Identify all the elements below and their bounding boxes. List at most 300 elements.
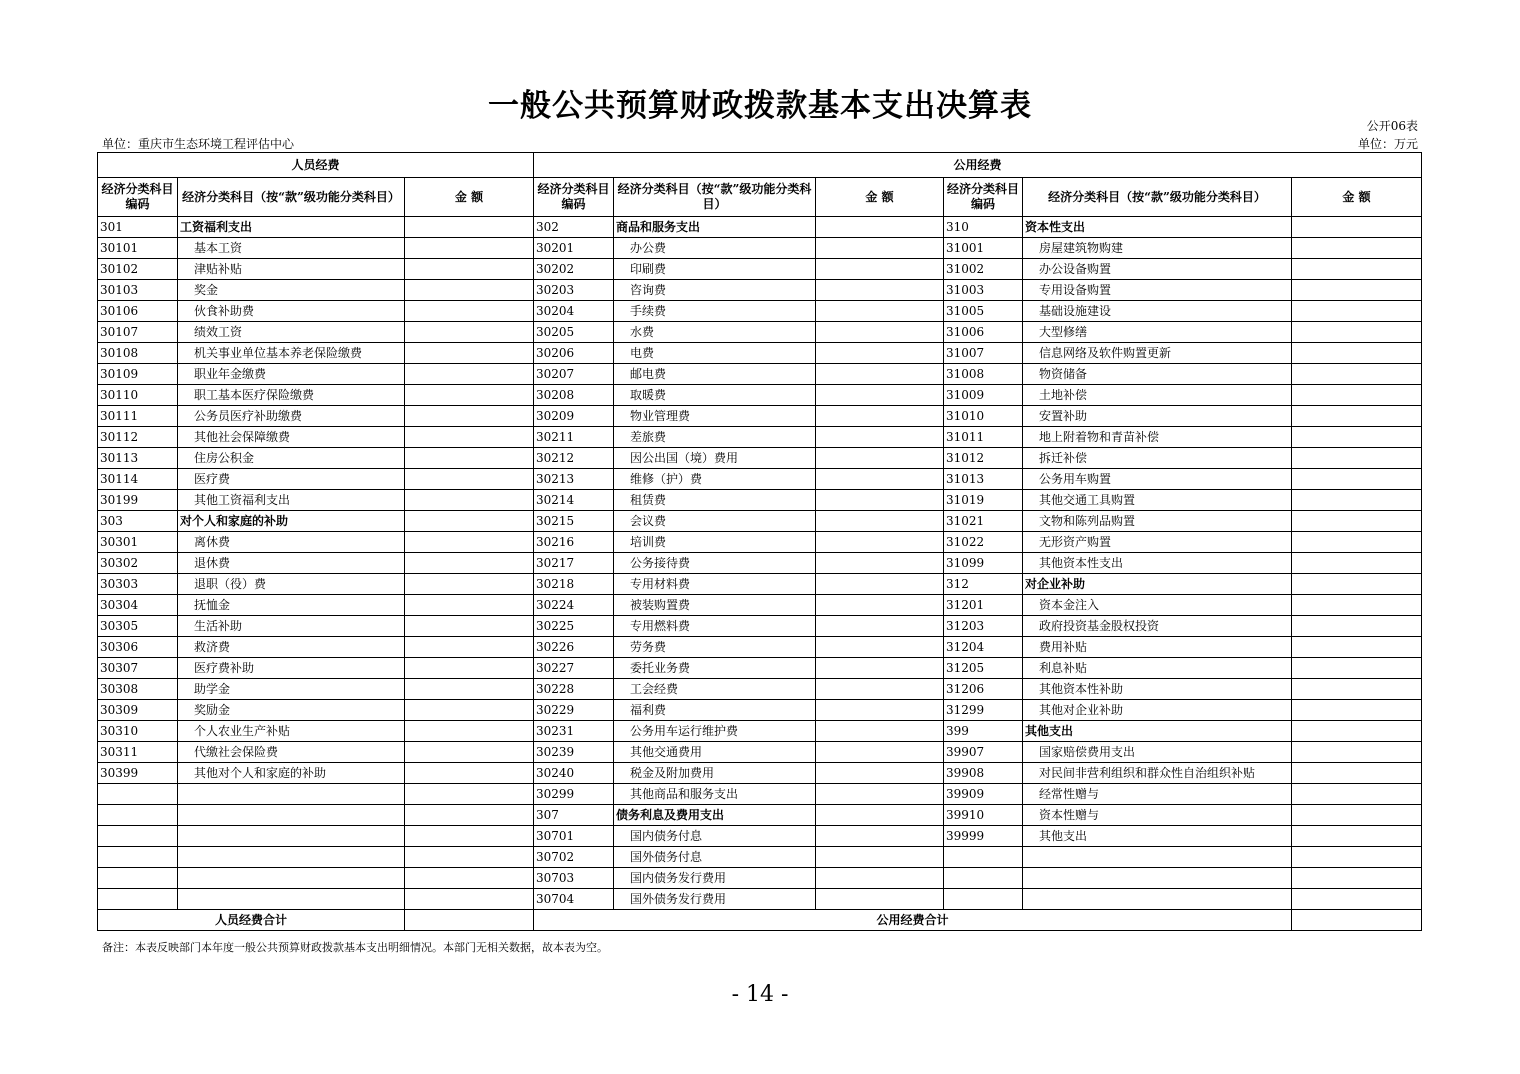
item-name-cell: 商品和服务支出 <box>614 217 816 238</box>
amount-cell <box>405 784 534 805</box>
item-name-cell: 债务利息及费用支出 <box>614 805 816 826</box>
table-row <box>98 532 1422 553</box>
item-name-cell: 利息补贴 <box>1023 658 1292 679</box>
amount-cell <box>1292 700 1422 721</box>
amount-cell <box>816 574 944 595</box>
amount-cell <box>816 889 944 910</box>
amount-cell <box>405 511 534 532</box>
code-cell: 399 <box>944 721 1023 742</box>
amount-cell <box>816 343 944 364</box>
item-name-cell: 其他对个人和家庭的补助 <box>178 763 405 784</box>
code-cell: 30107 <box>98 322 178 343</box>
code-cell: 39908 <box>944 763 1023 784</box>
item-name-cell: 政府投资基金股权投资 <box>1023 616 1292 637</box>
amount-cell <box>405 343 534 364</box>
amount-cell <box>816 721 944 742</box>
expenditure-table <box>97 152 1422 931</box>
item-name-cell: 伙食补助费 <box>178 301 405 322</box>
table-row <box>98 784 1422 805</box>
item-name-cell: 医疗费补助 <box>178 658 405 679</box>
table-row <box>98 658 1422 679</box>
amount-cell <box>1292 889 1422 910</box>
amount-cell <box>816 280 944 301</box>
code-cell: 30306 <box>98 637 178 658</box>
code-cell <box>98 805 178 826</box>
table-row <box>98 868 1422 889</box>
code-cell: 31011 <box>944 427 1023 448</box>
item-name-cell: 资本性赠与 <box>1023 805 1292 826</box>
code-cell: 30701 <box>534 826 614 847</box>
item-name-cell: 安置补助 <box>1023 406 1292 427</box>
amount-cell <box>1292 238 1422 259</box>
code-cell: 31013 <box>944 469 1023 490</box>
amount-cell <box>816 469 944 490</box>
item-name-cell: 工会经费 <box>614 679 816 700</box>
item-name-cell: 公务接待费 <box>614 553 816 574</box>
table-row <box>98 280 1422 301</box>
code-cell: 30310 <box>98 721 178 742</box>
page-number: - 14 - <box>731 982 789 1007</box>
amount-cell <box>816 784 944 805</box>
amount-cell <box>405 826 534 847</box>
amount-cell <box>405 763 534 784</box>
code-cell: 31006 <box>944 322 1023 343</box>
amount-cell <box>816 553 944 574</box>
code-cell: 30209 <box>534 406 614 427</box>
code-cell: 31299 <box>944 700 1023 721</box>
group-header-row <box>98 153 1422 178</box>
code-cell <box>98 826 178 847</box>
amount-cell <box>405 448 534 469</box>
item-name-cell <box>1023 889 1292 910</box>
item-name-cell: 费用补贴 <box>1023 637 1292 658</box>
code-cell: 312 <box>944 574 1023 595</box>
item-name-cell: 其他对企业补助 <box>1023 700 1292 721</box>
item-name-cell: 税金及附加费用 <box>614 763 816 784</box>
header-code: 经济分类科目编码 <box>534 178 614 217</box>
table-row <box>98 322 1422 343</box>
amount-cell <box>405 490 534 511</box>
amount-cell <box>1292 385 1422 406</box>
code-cell: 31007 <box>944 343 1023 364</box>
code-cell: 31019 <box>944 490 1023 511</box>
table-row <box>98 763 1422 784</box>
amount-cell <box>405 805 534 826</box>
code-cell: 30215 <box>534 511 614 532</box>
amount-cell <box>1292 280 1422 301</box>
header-name: 经济分类科目（按“款”级功能分类科目） <box>1023 178 1292 217</box>
amount-cell <box>1292 490 1422 511</box>
amount-cell <box>405 847 534 868</box>
code-cell: 302 <box>534 217 614 238</box>
code-cell: 31099 <box>944 553 1023 574</box>
code-cell: 39909 <box>944 784 1023 805</box>
code-cell: 31204 <box>944 637 1023 658</box>
amount-cell <box>816 532 944 553</box>
code-cell: 39907 <box>944 742 1023 763</box>
code-cell: 30702 <box>534 847 614 868</box>
code-cell: 30111 <box>98 406 178 427</box>
code-cell <box>98 847 178 868</box>
item-name-cell: 被装购置费 <box>614 595 816 616</box>
amount-cell <box>816 238 944 259</box>
code-cell: 30218 <box>534 574 614 595</box>
table-row <box>98 427 1422 448</box>
code-cell: 30113 <box>98 448 178 469</box>
code-cell <box>944 889 1023 910</box>
item-name-cell: 取暖费 <box>614 385 816 406</box>
unit-organization: 单位：重庆市生态环境工程评估中心 <box>102 137 295 151</box>
amount-cell <box>405 301 534 322</box>
code-cell: 30208 <box>534 385 614 406</box>
amount-cell <box>405 385 534 406</box>
item-name-cell: 退休费 <box>178 553 405 574</box>
item-name-cell: 办公设备购置 <box>1023 259 1292 280</box>
item-name-cell <box>178 889 405 910</box>
amount-cell <box>816 511 944 532</box>
amount-cell <box>405 217 534 238</box>
table-row <box>98 595 1422 616</box>
code-cell: 31201 <box>944 595 1023 616</box>
item-name-cell: 租赁费 <box>614 490 816 511</box>
code-cell: 31008 <box>944 364 1023 385</box>
code-cell: 30307 <box>98 658 178 679</box>
item-name-cell: 基础设施建设 <box>1023 301 1292 322</box>
item-name-cell: 其他交通工具购置 <box>1023 490 1292 511</box>
amount-cell <box>816 616 944 637</box>
code-cell: 30216 <box>534 532 614 553</box>
code-cell: 30305 <box>98 616 178 637</box>
amount-cell <box>816 427 944 448</box>
table-row <box>98 805 1422 826</box>
code-cell: 30239 <box>534 742 614 763</box>
amount-cell <box>1292 868 1422 889</box>
code-cell: 30308 <box>98 679 178 700</box>
code-cell: 31001 <box>944 238 1023 259</box>
code-cell: 301 <box>98 217 178 238</box>
code-cell: 30704 <box>534 889 614 910</box>
code-cell: 30299 <box>534 784 614 805</box>
unit-currency: 单位：万元 <box>1357 137 1418 151</box>
item-name-cell: 机关事业单位基本养老保险缴费 <box>178 343 405 364</box>
amount-cell <box>405 721 534 742</box>
code-cell: 30240 <box>534 763 614 784</box>
amount-cell <box>816 679 944 700</box>
code-cell: 30207 <box>534 364 614 385</box>
amount-cell <box>1292 343 1422 364</box>
item-name-cell: 离休费 <box>178 532 405 553</box>
amount-cell <box>1292 616 1422 637</box>
code-cell: 30311 <box>98 742 178 763</box>
amount-cell <box>405 595 534 616</box>
amount-cell <box>816 847 944 868</box>
table-row <box>98 553 1422 574</box>
code-cell: 30217 <box>534 553 614 574</box>
amount-cell <box>405 868 534 889</box>
table-row <box>98 511 1422 532</box>
amount-cell <box>1292 742 1422 763</box>
amount-cell <box>405 574 534 595</box>
code-cell: 30227 <box>534 658 614 679</box>
item-name-cell: 救济费 <box>178 637 405 658</box>
table-row <box>98 469 1422 490</box>
code-cell: 307 <box>534 805 614 826</box>
item-name-cell: 国内债务付息 <box>614 826 816 847</box>
code-cell <box>944 847 1023 868</box>
amount-cell <box>1292 847 1422 868</box>
item-name-cell: 无形资产购置 <box>1023 532 1292 553</box>
amount-cell <box>405 322 534 343</box>
code-cell: 30110 <box>98 385 178 406</box>
item-name-cell: 其他商品和服务支出 <box>614 784 816 805</box>
item-name-cell: 专用燃料费 <box>614 616 816 637</box>
table-row <box>98 616 1422 637</box>
amount-cell <box>816 805 944 826</box>
item-name-cell <box>1023 868 1292 889</box>
item-name-cell: 代缴社会保险费 <box>178 742 405 763</box>
table-row <box>98 637 1422 658</box>
code-cell: 31009 <box>944 385 1023 406</box>
amount-cell <box>1292 427 1422 448</box>
amount-cell <box>405 469 534 490</box>
amount-cell <box>816 637 944 658</box>
item-name-cell <box>178 784 405 805</box>
item-name-cell: 劳务费 <box>614 637 816 658</box>
item-name-cell: 邮电费 <box>614 364 816 385</box>
amount-cell <box>816 406 944 427</box>
table-row <box>98 406 1422 427</box>
amount-cell <box>1292 322 1422 343</box>
table-row <box>98 742 1422 763</box>
item-name-cell: 地上附着物和青苗补偿 <box>1023 427 1292 448</box>
code-cell: 30301 <box>98 532 178 553</box>
amount-cell <box>1292 301 1422 322</box>
code-cell: 310 <box>944 217 1023 238</box>
item-name-cell: 手续费 <box>614 301 816 322</box>
code-cell: 31012 <box>944 448 1023 469</box>
item-name-cell: 津贴补贴 <box>178 259 405 280</box>
item-name-cell: 对个人和家庭的补助 <box>178 511 405 532</box>
code-cell: 30224 <box>534 595 614 616</box>
item-name-cell: 绩效工资 <box>178 322 405 343</box>
item-name-cell: 奖金 <box>178 280 405 301</box>
code-cell: 31205 <box>944 658 1023 679</box>
amount-cell <box>405 280 534 301</box>
item-name-cell: 房屋建筑物购建 <box>1023 238 1292 259</box>
item-name-cell: 奖励金 <box>178 700 405 721</box>
item-name-cell: 公务用车购置 <box>1023 469 1292 490</box>
code-cell: 30302 <box>98 553 178 574</box>
code-cell <box>944 868 1023 889</box>
code-cell: 30109 <box>98 364 178 385</box>
amount-cell <box>816 364 944 385</box>
code-cell: 31010 <box>944 406 1023 427</box>
table-row <box>98 301 1422 322</box>
code-cell: 39999 <box>944 826 1023 847</box>
item-name-cell: 对民间非营利组织和群众性自治组织补贴 <box>1023 763 1292 784</box>
personnel-total-amount <box>405 910 534 931</box>
amount-cell <box>1292 784 1422 805</box>
code-cell: 30103 <box>98 280 178 301</box>
amount-cell <box>816 658 944 679</box>
item-name-cell: 职工基本医疗保险缴费 <box>178 385 405 406</box>
group-personnel: 人员经费 <box>98 153 534 178</box>
amount-cell <box>1292 448 1422 469</box>
amount-cell <box>1292 805 1422 826</box>
amount-cell <box>405 427 534 448</box>
code-cell: 31005 <box>944 301 1023 322</box>
public-total-amount <box>1292 910 1422 931</box>
code-cell: 30309 <box>98 700 178 721</box>
personnel-total-label: 人员经费合计 <box>98 910 405 931</box>
item-name-cell: 物资储备 <box>1023 364 1292 385</box>
code-cell: 30214 <box>534 490 614 511</box>
amount-cell <box>405 532 534 553</box>
code-cell: 30231 <box>534 721 614 742</box>
amount-cell <box>405 553 534 574</box>
page-title: 一般公共预算财政拨款基本支出决算表 <box>488 88 1032 124</box>
amount-cell <box>1292 721 1422 742</box>
amount-cell <box>1292 553 1422 574</box>
code-cell: 303 <box>98 511 178 532</box>
header-code: 经济分类科目编码 <box>944 178 1023 217</box>
item-name-cell: 工资福利支出 <box>178 217 405 238</box>
table-row <box>98 889 1422 910</box>
header-code: 经济分类科目编码 <box>98 178 178 217</box>
code-cell: 31003 <box>944 280 1023 301</box>
item-name-cell: 物业管理费 <box>614 406 816 427</box>
code-cell: 30204 <box>534 301 614 322</box>
code-cell: 30304 <box>98 595 178 616</box>
item-name-cell: 国内债务发行费用 <box>614 868 816 889</box>
header-amount: 金 额 <box>816 178 944 217</box>
table-row <box>98 679 1422 700</box>
group-public: 公用经费 <box>534 153 1422 178</box>
code-cell: 31002 <box>944 259 1023 280</box>
code-cell: 30213 <box>534 469 614 490</box>
table-row <box>98 238 1422 259</box>
code-cell: 30703 <box>534 868 614 889</box>
amount-cell <box>816 259 944 280</box>
item-name-cell: 会议费 <box>614 511 816 532</box>
item-name-cell: 职业年金缴费 <box>178 364 405 385</box>
item-name-cell: 国家赔偿费用支出 <box>1023 742 1292 763</box>
item-name-cell: 住房公积金 <box>178 448 405 469</box>
amount-cell <box>1292 658 1422 679</box>
table-row <box>98 847 1422 868</box>
item-name-cell: 个人农业生产补贴 <box>178 721 405 742</box>
item-name-cell: 福利费 <box>614 700 816 721</box>
table-row <box>98 217 1422 238</box>
amount-cell <box>1292 679 1422 700</box>
amount-cell <box>816 322 944 343</box>
amount-cell <box>405 238 534 259</box>
code-cell: 30108 <box>98 343 178 364</box>
amount-cell <box>405 616 534 637</box>
item-name-cell: 资本金注入 <box>1023 595 1292 616</box>
item-name-cell: 维修（护）费 <box>614 469 816 490</box>
amount-cell <box>816 595 944 616</box>
item-name-cell: 差旅费 <box>614 427 816 448</box>
code-cell: 30202 <box>534 259 614 280</box>
amount-cell <box>405 259 534 280</box>
amount-cell <box>816 301 944 322</box>
item-name-cell: 水费 <box>614 322 816 343</box>
amount-cell <box>816 448 944 469</box>
item-name-cell: 退职（役）费 <box>178 574 405 595</box>
code-cell: 30225 <box>534 616 614 637</box>
code-cell: 30229 <box>534 700 614 721</box>
amount-cell <box>1292 826 1422 847</box>
item-name-cell: 咨询费 <box>614 280 816 301</box>
item-name-cell: 其他资本性支出 <box>1023 553 1292 574</box>
code-cell: 30101 <box>98 238 178 259</box>
item-name-cell: 专用设备购置 <box>1023 280 1292 301</box>
code-cell: 30102 <box>98 259 178 280</box>
item-name-cell: 抚恤金 <box>178 595 405 616</box>
item-name-cell: 其他社会保障缴费 <box>178 427 405 448</box>
item-name-cell: 信息网络及软件购置更新 <box>1023 343 1292 364</box>
item-name-cell: 其他交通费用 <box>614 742 816 763</box>
amount-cell <box>1292 532 1422 553</box>
item-name-cell: 基本工资 <box>178 238 405 259</box>
item-name-cell: 公务用车运行维护费 <box>614 721 816 742</box>
amount-cell <box>816 826 944 847</box>
item-name-cell <box>178 847 405 868</box>
item-name-cell: 文物和陈列品购置 <box>1023 511 1292 532</box>
amount-cell <box>816 763 944 784</box>
amount-cell <box>405 889 534 910</box>
table-row <box>98 574 1422 595</box>
table-row <box>98 448 1422 469</box>
header-amount: 金 额 <box>1292 178 1422 217</box>
item-name-cell: 印刷费 <box>614 259 816 280</box>
amount-cell <box>1292 469 1422 490</box>
amount-cell <box>1292 574 1422 595</box>
code-cell: 30226 <box>534 637 614 658</box>
item-name-cell <box>178 805 405 826</box>
amount-cell <box>405 700 534 721</box>
code-cell: 30114 <box>98 469 178 490</box>
code-cell: 30303 <box>98 574 178 595</box>
amount-cell <box>816 490 944 511</box>
code-cell: 30211 <box>534 427 614 448</box>
code-cell: 30203 <box>534 280 614 301</box>
public-total-label: 公用经费合计 <box>534 910 1292 931</box>
table-row <box>98 259 1422 280</box>
code-cell: 30106 <box>98 301 178 322</box>
item-name-cell: 国外债务发行费用 <box>614 889 816 910</box>
item-name-cell: 其他支出 <box>1023 826 1292 847</box>
code-cell: 31203 <box>944 616 1023 637</box>
amount-cell <box>1292 595 1422 616</box>
header-amount: 金 额 <box>405 178 534 217</box>
amount-cell <box>816 868 944 889</box>
item-name-cell: 其他支出 <box>1023 721 1292 742</box>
header-name: 经济分类科目（按“款”级功能分类科目） <box>614 178 816 217</box>
code-cell: 30112 <box>98 427 178 448</box>
code-cell: 31206 <box>944 679 1023 700</box>
code-cell: 30205 <box>534 322 614 343</box>
amount-cell <box>1292 511 1422 532</box>
item-name-cell: 对企业补助 <box>1023 574 1292 595</box>
amount-cell <box>1292 259 1422 280</box>
item-name-cell: 资本性支出 <box>1023 217 1292 238</box>
code-cell <box>98 868 178 889</box>
amount-cell <box>405 742 534 763</box>
code-cell: 31022 <box>944 532 1023 553</box>
item-name-cell <box>178 868 405 889</box>
